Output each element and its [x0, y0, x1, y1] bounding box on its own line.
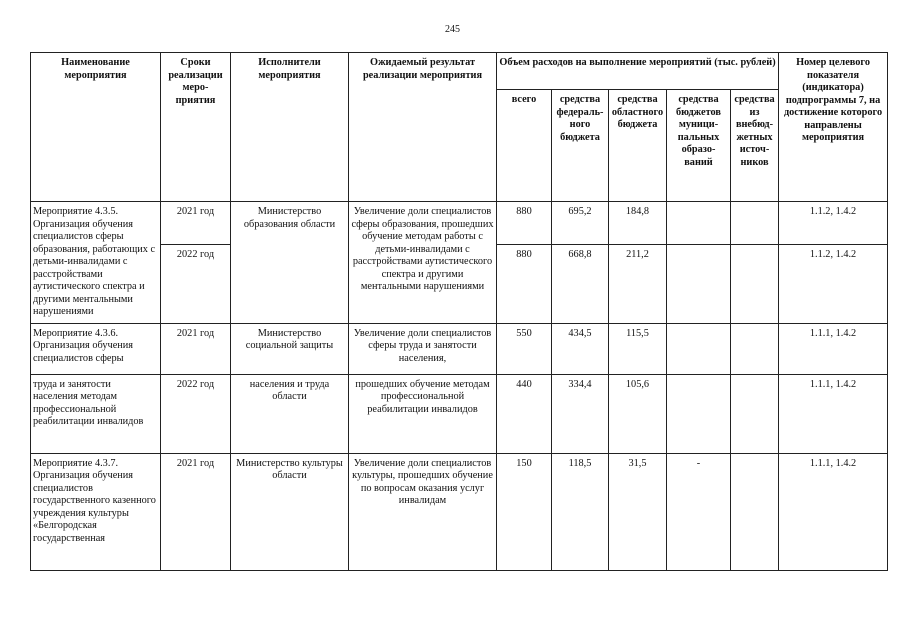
- year-cell: 2022 год: [161, 374, 231, 453]
- indicator-cell: 1.1.1, 1.4.2: [779, 323, 888, 374]
- year-cell: 2021 год: [161, 323, 231, 374]
- regional-cell: 184,8: [609, 202, 667, 245]
- extrabudget-cell: [731, 244, 779, 323]
- extrabudget-cell: [731, 202, 779, 245]
- municipal-cell: [667, 202, 731, 245]
- federal-cell: 668,8: [552, 244, 609, 323]
- header-indicator: Номер целевого показателя (индикатора) подпрограммы 7, на достижение которого направлены мероприятия: [779, 53, 888, 202]
- header-regional: средства областного бюджета: [609, 90, 667, 202]
- indicator-cell: 1.1.1, 1.4.2: [779, 374, 888, 453]
- extrabudget-cell: [731, 323, 779, 374]
- header-name: Наименование мероприятия: [31, 53, 161, 202]
- regional-cell: 105,6: [609, 374, 667, 453]
- federal-cell: 118,5: [552, 453, 609, 570]
- extrabudget-cell: [731, 374, 779, 453]
- executor-cell: Министерство социальной защиты: [231, 323, 349, 374]
- federal-cell: 334,4: [552, 374, 609, 453]
- header-municipal: средства бюджетов муници-пальных образо-ваний: [667, 90, 731, 202]
- municipal-cell: [667, 244, 731, 323]
- total-cell: 150: [497, 453, 552, 570]
- result-cell: Увеличение доли специалистов культуры, прошедших обучение по вопросам оказания услуг инвалидам: [349, 453, 497, 570]
- regional-cell: 31,5: [609, 453, 667, 570]
- total-cell: 880: [497, 244, 552, 323]
- extrabudget-cell: [731, 453, 779, 570]
- result-cell: прошедших обучение методам профессиональной реабилитации инвалидов: [349, 374, 497, 453]
- executor-cell: Министерство образования области: [231, 202, 349, 324]
- total-cell: 440: [497, 374, 552, 453]
- municipal-cell: [667, 323, 731, 374]
- activity-name: труда и занятости населения методам профессиональной реабилитации инвалидов: [31, 374, 161, 453]
- total-cell: 550: [497, 323, 552, 374]
- executor-cell: Министерство культуры области: [231, 453, 349, 570]
- header-executors: Исполнители мероприятия: [231, 53, 349, 202]
- municipal-cell: -: [667, 453, 731, 570]
- header-terms: Сроки реализации меро-приятия: [161, 53, 231, 202]
- table-row: [31, 323, 888, 374]
- year-cell: 2021 год: [161, 202, 231, 245]
- indicator-cell: 1.1.2, 1.4.2: [779, 244, 888, 323]
- header-extrabudget: средства из внебюд-жетных источ-ников: [731, 90, 779, 202]
- federal-cell: 695,2: [552, 202, 609, 245]
- header-federal: средства федераль-ного бюджета: [552, 90, 609, 202]
- header-total: всего: [497, 90, 552, 202]
- table-row: [31, 453, 888, 570]
- header-result: Ожидаемый результат реализации мероприятия: [349, 53, 497, 202]
- year-cell: 2022 год: [161, 244, 231, 323]
- result-cell: Увеличение доли специалистов сферы образования, прошедших обучение методам работы с детьми-инвалидами с расстройствами аутистического спектра и другими ментальными нарушениями: [349, 202, 497, 324]
- activities-table: [30, 52, 888, 571]
- federal-cell: 434,5: [552, 323, 609, 374]
- table-row: [31, 374, 888, 453]
- table-row: [31, 202, 888, 245]
- header-volume: Объем расходов на выполнение мероприятий (тыс. рублей): [497, 53, 779, 90]
- regional-cell: 115,5: [609, 323, 667, 374]
- activity-name: Мероприятие 4.3.5. Организация обучения специалистов сферы образования, работающих с детьми-инвалидами с расстройствами аутистического спектра и другими ментальными нарушениями: [31, 202, 161, 324]
- header-row: [31, 53, 888, 90]
- activity-name: Мероприятие 4.3.7. Организация обучения специалистов государственного казенного учреждения культуры «Белгородская государственная: [31, 453, 161, 570]
- indicator-cell: 1.1.2, 1.4.2: [779, 202, 888, 245]
- page-number: 245: [445, 24, 460, 35]
- result-cell: Увеличение доли специалистов сферы труда и занятости населения,: [349, 323, 497, 374]
- year-cell: 2021 год: [161, 453, 231, 570]
- regional-cell: 211,2: [609, 244, 667, 323]
- municipal-cell: [667, 374, 731, 453]
- total-cell: 880: [497, 202, 552, 245]
- executor-cell: населения и труда области: [231, 374, 349, 453]
- indicator-cell: 1.1.1, 1.4.2: [779, 453, 888, 570]
- activity-name: Мероприятие 4.3.6. Организация обучения специалистов сферы: [31, 323, 161, 374]
